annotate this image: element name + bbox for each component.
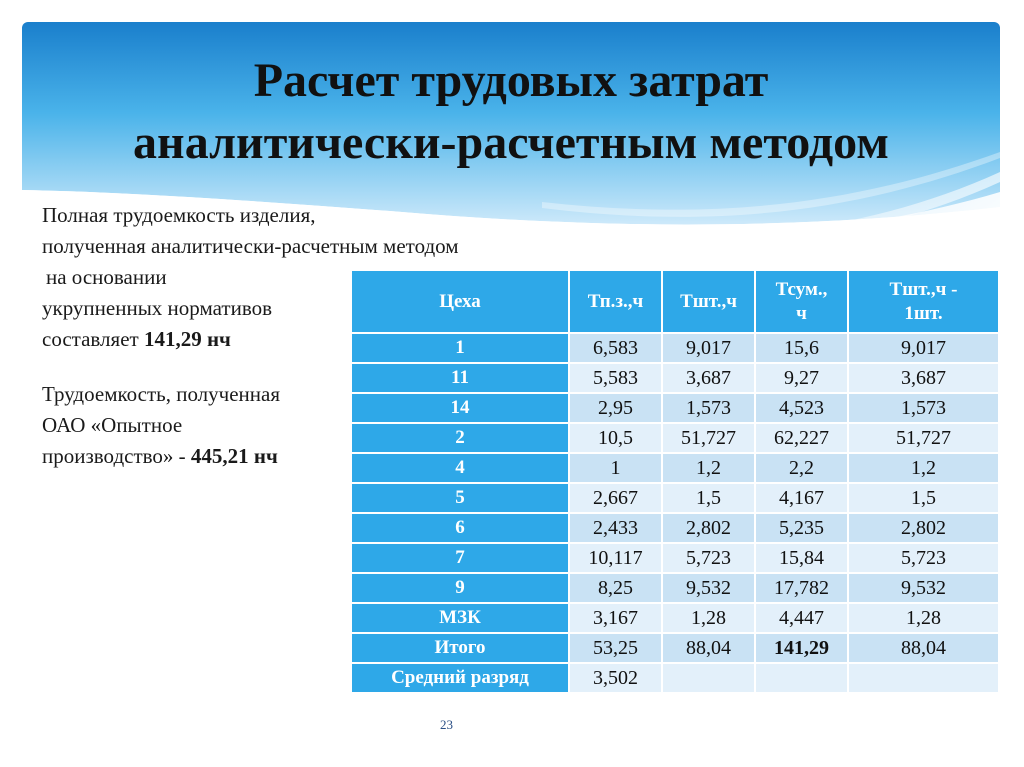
header-tsht-per-unit: Тшт.,ч - 1шт. [848,270,999,333]
cell-tsht: 3,687 [662,363,755,393]
cell-tsht: 51,727 [662,423,755,453]
page-number: 23 [440,717,453,732]
cell-tsht: 1,2 [662,453,755,483]
cell-tsum: 5,235 [755,513,848,543]
cell-workshop: 9 [351,573,569,603]
cell-tpz: 2,433 [569,513,662,543]
table-row [351,543,999,573]
cell-tsht-per-unit: 9,017 [848,333,999,363]
cell-tsht-per-unit: 51,727 [848,423,999,453]
cell-tsht: 1,573 [662,393,755,423]
text-prefix: производство» - [42,444,191,468]
title-line-2: аналитически-расчетным методом [133,116,889,169]
table-row [351,333,999,363]
total-labor-value: 141,29 нч [143,327,231,351]
cell-tpz: 3,167 [569,603,662,633]
cell-tsht-per-unit: 88,04 [848,633,999,663]
table-row [351,423,999,453]
header-tsht: Тшт.,ч [662,270,755,333]
text-line: ОАО «Опытное [42,413,183,437]
cell-tsum [755,663,848,693]
table-row [351,393,999,423]
table-header-row [351,270,999,333]
table-row [351,603,999,633]
title-line-1: Расчет трудовых затрат [253,54,769,107]
cell-tsum: 4,167 [755,483,848,513]
text-line: полученная аналитически-расчетным методом [42,234,459,258]
cell-workshop: 11 [351,363,569,393]
cell-workshop: Итого [351,633,569,663]
header-workshop: Цеха [351,270,569,333]
cell-workshop: МЗК [351,603,569,633]
cell-tpz: 3,502 [569,663,662,693]
table-row [351,573,999,603]
cell-tpz: 5,583 [569,363,662,393]
text-line: Трудоемкость, полученная [42,382,280,406]
cell-tsht-per-unit: 3,687 [848,363,999,393]
table-row [351,453,999,483]
cell-tpz: 1 [569,453,662,483]
cell-tsum: 141,29 [755,633,848,663]
cell-tsht: 1,28 [662,603,755,633]
cell-workshop: Средний разряд [351,663,569,693]
table-row [351,513,999,543]
labor-table [350,269,1000,694]
cell-tsht: 9,532 [662,573,755,603]
cell-tpz: 10,117 [569,543,662,573]
cell-tpz: 2,95 [569,393,662,423]
cell-tsht [662,663,755,693]
text-line: на основании [46,265,167,289]
cell-tsht-per-unit: 5,723 [848,543,999,573]
text-line: Полная трудоемкость изделия, [42,203,316,227]
cell-tsht: 9,017 [662,333,755,363]
cell-tpz: 53,25 [569,633,662,663]
cell-workshop: 1 [351,333,569,363]
actual-labor-value: 445,21 нч [190,444,278,468]
table-row [351,483,999,513]
cell-tsum: 2,2 [755,453,848,483]
text-line: укрупненных нормативов [42,296,273,320]
table-row-average-grade [351,663,999,693]
cell-tsht: 1,5 [662,483,755,513]
cell-tpz: 2,667 [569,483,662,513]
cell-tsht: 2,802 [662,513,755,543]
cell-tpz: 10,5 [569,423,662,453]
cell-tsht-per-unit: 1,5 [848,483,999,513]
cell-tsht-per-unit [848,663,999,693]
cell-tsht-per-unit: 2,802 [848,513,999,543]
cell-tsht-per-unit: 1,573 [848,393,999,423]
cell-tsum: 4,523 [755,393,848,423]
cell-workshop: 6 [351,513,569,543]
cell-workshop: 7 [351,543,569,573]
cell-tsum: 17,782 [755,573,848,603]
cell-workshop: 5 [351,483,569,513]
slide-title [22,50,1000,174]
cell-workshop: 4 [351,453,569,483]
table-row-total [351,633,999,663]
cell-tsum: 62,227 [755,423,848,453]
cell-tpz: 8,25 [569,573,662,603]
header-tpz: Тп.з.,ч [569,270,662,333]
header-tsum: Тсум., ч [755,270,848,333]
cell-workshop: 14 [351,393,569,423]
cell-tpz: 6,583 [569,333,662,363]
cell-tsum: 15,6 [755,333,848,363]
slide [22,22,1000,744]
cell-tsht: 88,04 [662,633,755,663]
cell-tsht-per-unit: 9,532 [848,573,999,603]
cell-tsht: 5,723 [662,543,755,573]
table-row [351,363,999,393]
cell-tsum: 15,84 [755,543,848,573]
cell-workshop: 2 [351,423,569,453]
text-prefix: составляет [42,327,144,351]
cell-tsum: 4,447 [755,603,848,633]
cell-tsht-per-unit: 1,2 [848,453,999,483]
cell-tsum: 9,27 [755,363,848,393]
cell-tsht-per-unit: 1,28 [848,603,999,633]
